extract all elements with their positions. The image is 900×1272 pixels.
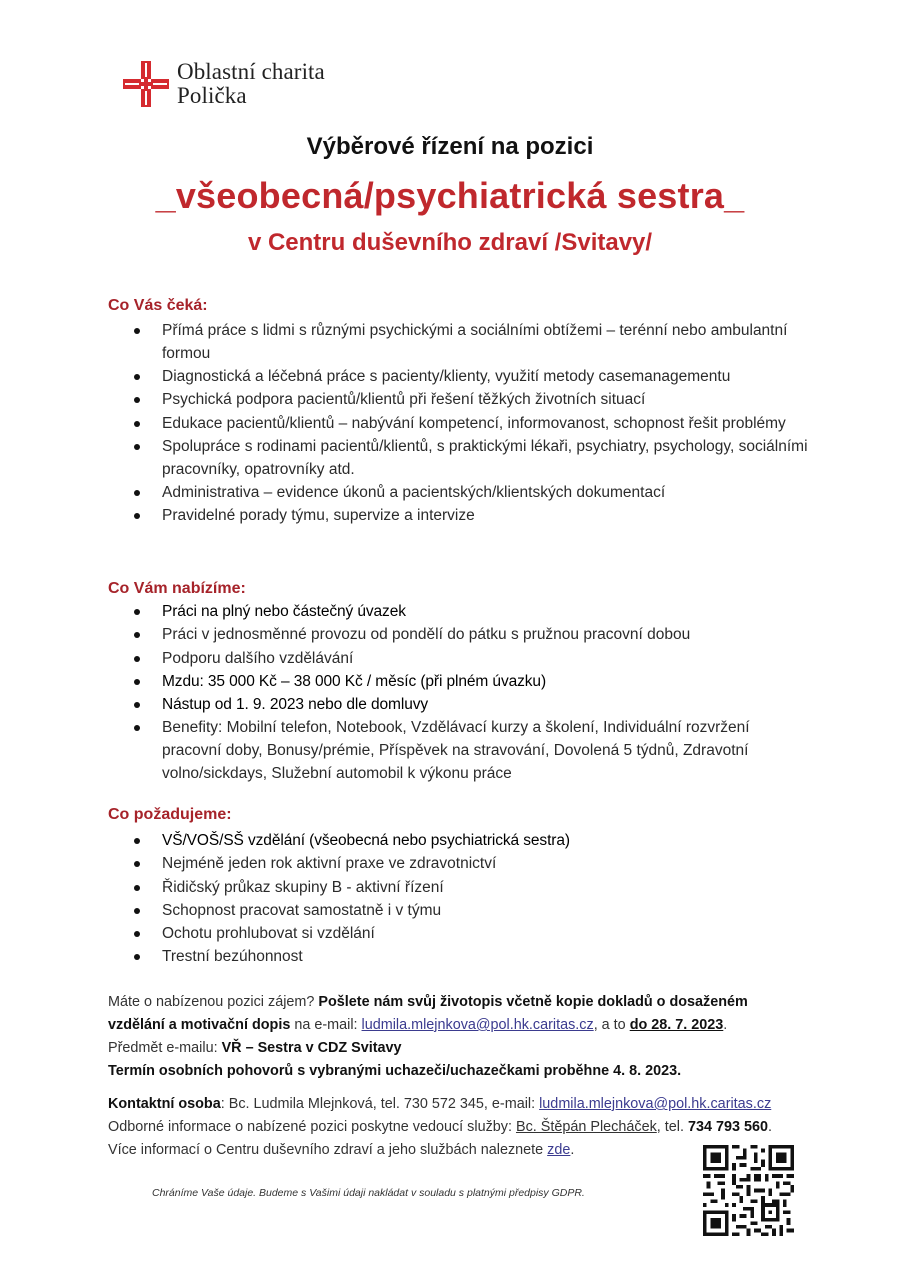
offer-list bbox=[130, 601, 810, 786]
charity-name-line2: Polička bbox=[177, 83, 247, 108]
list-item: Trestní bezúhonnost bbox=[130, 946, 810, 969]
email-subject: VŘ – Sestra v CDZ Svitavy bbox=[221, 1040, 402, 1056]
gdpr-notice: Chráníme Vaše údaje. Budeme s Vašimi údaji nakládat v souladu s platnými předpisy GDPR. bbox=[152, 1187, 585, 1199]
section-title-require: Co požadujeme: bbox=[108, 806, 232, 823]
period: . bbox=[723, 1017, 728, 1033]
list-item: Administrativa – evidence úkonů a pacientských/klientských dokumentací bbox=[130, 482, 810, 505]
period: . bbox=[768, 1119, 773, 1135]
list-item: Edukace pacientů/klientů – nabývání kompetencí, informovanost, schopnost řešit problémy bbox=[130, 413, 810, 436]
interview-date-text: Termín osobních pohovorů s vybranými uchazeči/uchazečkami proběhne 4. 8. 2023. bbox=[108, 1063, 682, 1079]
period: . bbox=[570, 1142, 575, 1158]
expert-phone: 734 793 560 bbox=[687, 1119, 769, 1135]
awaits-list bbox=[130, 320, 810, 529]
list-item: Nejméně jeden rok aktivní praxe ve zdravotnictví bbox=[130, 853, 810, 876]
page-heading: Výběrové řízení na pozici bbox=[306, 133, 594, 160]
require-list bbox=[130, 830, 810, 970]
list-item: Diagnostická a léčebná práce s pacienty/klienty, využití metody casemanagementu bbox=[130, 366, 810, 389]
more-info-prefix: Více informací o Centru duševního zdraví a jeho službách naleznete bbox=[108, 1142, 544, 1158]
position-location: v Centru duševního zdraví /Svitavy/ bbox=[247, 229, 653, 256]
email-prefix: na e-mail: bbox=[294, 1017, 358, 1033]
list-item: Benefity: Mobilní telefon, Notebook, Vzdělávací kurzy a školení, Individuální rozvržení pracovní doby, Bonusy/prémie, Příspěvek na stravování, Dovolená 5 týdnů, Zdravotní volno/sickdays, Služební automobil k výkonu práce bbox=[130, 717, 810, 785]
qr-code-icon[interactable] bbox=[703, 1145, 794, 1236]
position-title: _všeobecná/psychiatrická sestra_ bbox=[155, 175, 745, 216]
email-link[interactable]: ludmila.mlejnkova@pol.hk.caritas.cz bbox=[361, 1017, 594, 1033]
charity-name-line1: Oblastní charita bbox=[177, 59, 325, 84]
expert-prefix: Odborné informace o nabízené pozici poskytne vedoucí služby: bbox=[108, 1119, 512, 1135]
section-title-offer: Co Vám nabízíme: bbox=[108, 580, 246, 597]
charity-logo bbox=[122, 60, 325, 108]
expert-name-link[interactable]: Bc. Štěpán Plecháček bbox=[515, 1119, 657, 1135]
subject-label: Předmět e-mailu: bbox=[108, 1040, 218, 1056]
more-info-link[interactable]: zde bbox=[547, 1142, 571, 1158]
list-item: Přímá práce s lidmi s různými psychickými a sociálními obtížemi – terénní nebo ambulantní formou bbox=[130, 320, 810, 366]
list-item: Práci na plný nebo částečný úvazek bbox=[130, 601, 810, 624]
expert-tel-prefix: , tel. bbox=[656, 1119, 684, 1135]
contact-person: : Bc. Ludmila Mlejnková, tel. 730 572 345, e-mail: bbox=[220, 1096, 536, 1112]
contact-email-link[interactable]: ludmila.mlejnkova@pol.hk.caritas.cz bbox=[539, 1096, 772, 1112]
list-item: Pravidelné porady týmu, supervize a intervize bbox=[130, 505, 810, 528]
list-item: Mzdu: 35 000 Kč – 38 000 Kč / měsíc (při plném úvazku) bbox=[130, 671, 810, 694]
contact-label: Kontaktní osoba bbox=[108, 1096, 221, 1112]
section-title-awaits: Co Vás čeká: bbox=[108, 297, 208, 314]
caritas-cross-icon bbox=[122, 60, 170, 108]
list-item: Ochotu prohlubovat si vzdělání bbox=[130, 923, 810, 946]
list-item: Řidičský průkaz skupiny B - aktivní řízení bbox=[130, 877, 810, 900]
list-item: Nástup od 1. 9. 2023 nebo dle domluvy bbox=[130, 694, 810, 717]
list-item: Spolupráce s rodinami pacientů/klientů, s praktickými lékaři, psychiatry, psychology, sociálními pracovníky, opatrovníky atd. bbox=[130, 436, 810, 482]
charity-name bbox=[177, 60, 325, 108]
application-info bbox=[108, 991, 808, 1083]
deadline-prefix: , a to bbox=[593, 1017, 626, 1033]
list-item: Psychická podpora pacientů/klientů při řešení těžkých životních situací bbox=[130, 389, 810, 412]
list-item: VŠ/VOŠ/SŠ vzdělání (všeobecná nebo psychiatrická sestra) bbox=[130, 830, 810, 853]
list-item: Podporu dalšího vzdělávání bbox=[130, 648, 810, 671]
apply-question: Máte o nabízenou pozici zájem? bbox=[108, 994, 315, 1010]
list-item: Práci v jednosměnné provozu od pondělí do pátku s pružnou pracovní dobou bbox=[130, 624, 810, 647]
deadline-date: do 28. 7. 2023 bbox=[629, 1017, 724, 1033]
apply-cta: Pošlete nám svůj životopis včetně kopie dokladů o dosaženém vzdělání a motivační dopis bbox=[108, 994, 748, 1033]
list-item: Schopnost pracovat samostatně i v týmu bbox=[130, 900, 810, 923]
